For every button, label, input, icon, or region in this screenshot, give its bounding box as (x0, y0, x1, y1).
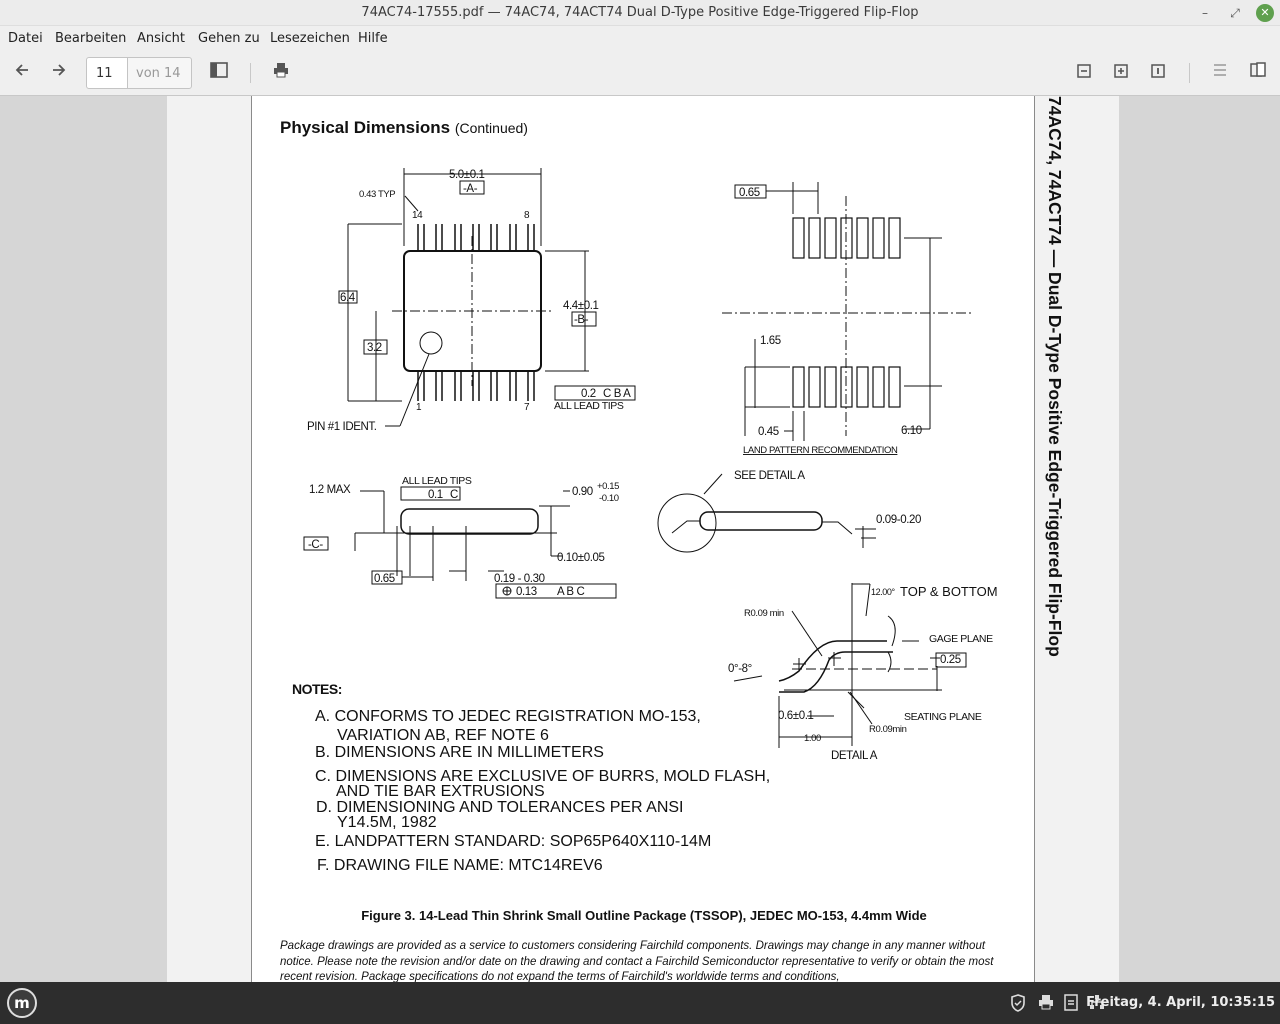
disclaimer-text: Package drawings are provided as a service to customers considering Fairchild components. Drawings may change in any manner without notice. Please note the revision and/or date on the drawing and contact a Fairchild Semiconductor representative to verify or obtain the most recent revision. Package specifications do not expand the terms of Fairchild's worldwide terms and conditions, (280, 940, 994, 982)
label-dim-0-09: 0.09-0.20 (876, 514, 921, 526)
maximize-button[interactable]: ⤢ (1230, 6, 1240, 20)
start-menu-button[interactable]: m (7, 988, 37, 1018)
label-dim-1-65: 1.65 (760, 335, 781, 347)
continuous-view-icon[interactable] (1207, 61, 1233, 85)
clock[interactable]: Freitag, 4. April, 10:35:15 (1086, 995, 1275, 1010)
label-seating-plane: SEATING PLANE (904, 711, 982, 723)
pdf-page (251, 96, 1035, 982)
toolbar-separator (1189, 63, 1190, 83)
update-manager-icon[interactable] (1064, 994, 1078, 1015)
label-dim-0-6: 0.6±0.1 (778, 710, 814, 722)
label-dim-6-4: 6.4 (340, 292, 355, 304)
label-tol-cba: C B A (603, 388, 631, 400)
dual-page-icon[interactable] (1245, 61, 1271, 85)
label-all-lead-tips: ALL LEAD TIPS (554, 400, 624, 412)
note-e: E. LANDPATTERN STANDARD: SOP65P640X110-14M (315, 833, 712, 850)
label-angle-12: 12.00° (871, 587, 895, 597)
page-total-label: von 14 (127, 57, 192, 89)
label-dim-0-10: 0.10±0.05 (557, 552, 605, 564)
label-datum-a: -A- (463, 183, 478, 195)
label-pin14: 14 (412, 210, 423, 221)
label-top-bottom: TOP & BOTTOM (900, 584, 998, 599)
menu-bearbeiten[interactable]: Bearbeiten (55, 31, 127, 46)
heading-text: Physical Dimensions (280, 118, 451, 137)
label-lead-width: 0.19 - 0.30 (494, 573, 545, 585)
label-r0-09: R0.09 min (744, 608, 784, 619)
note-f: F. DRAWING FILE NAME: MTC14REV6 (317, 857, 603, 874)
label-max-1-2: 1.2 MAX (309, 484, 351, 496)
note-a: A. CONFORMS TO JEDEC REGISTRATION MO-153, (315, 708, 701, 725)
label-land-pattern: LAND PATTERN RECOMMENDATION (743, 445, 898, 456)
label-r0-09-b: R0.09min (869, 724, 907, 735)
label-dim-1-00: 1.00 (804, 733, 821, 744)
label-gage-plane: GAGE PLANE (929, 633, 993, 645)
document-view[interactable] (0, 96, 1280, 982)
label-datum-c: -C- (308, 539, 323, 551)
label-pin-ident: PIN #1 IDENT. (307, 421, 377, 433)
label-dim-0-45: 0.45 (758, 426, 779, 438)
menu-hilfe[interactable]: Hilfe (358, 31, 388, 46)
note-c-cont: AND TIE BAR EXTRUSIONS (336, 783, 545, 800)
label-pin7: 7 (524, 402, 530, 413)
zoom-in-icon[interactable] (1108, 61, 1134, 85)
note-c: C. DIMENSIONS ARE EXCLUSIVE OF BURRS, MOLD FLASH, (315, 768, 771, 785)
label-dim-0-90: 0.90 (572, 486, 593, 498)
label-tol-0-13: 0.13 (516, 586, 537, 598)
label-pitch-0-65: 0.65 (739, 187, 760, 199)
close-button[interactable]: ✕ (1256, 4, 1274, 22)
page-number-input[interactable]: 11 (86, 57, 128, 89)
taskbar (0, 982, 1280, 1024)
print-icon[interactable] (268, 61, 294, 85)
toolbar-separator (250, 63, 251, 83)
label-angle-0-8: 0°-8° (728, 663, 752, 675)
zoom-original-icon[interactable] (1145, 61, 1171, 85)
label-width-a: 5.0±0.1 (449, 169, 485, 181)
note-a-cont: VARIATION AB, REF NOTE 6 (337, 727, 549, 744)
figure-caption: Figure 3. 14-Lead Thin Shrink Small Outline Package (TSSOP), JEDEC MO-153, 4.4mm Wide (361, 908, 927, 923)
menu-datei[interactable]: Datei (8, 31, 43, 46)
label-pin1: 1 (416, 402, 422, 413)
page-margin-left (167, 96, 251, 982)
shield-icon[interactable] (1010, 994, 1026, 1016)
label-width-b: 4.4±0.1 (563, 300, 599, 312)
zoom-out-icon[interactable] (1071, 61, 1097, 85)
label-dim-0-25: 0.25 (940, 654, 961, 666)
side-title-text: 74AC74, 74ACT74 — Dual D-Type Positive Edge-Triggered Flip-Flop (1045, 96, 1065, 657)
note-b: B. DIMENSIONS ARE IN MILLIMETERS (315, 744, 604, 761)
side-title (1042, 96, 1072, 982)
minimize-button[interactable]: – (1202, 6, 1208, 20)
label-dim-0-90-minus: -0.10 (599, 493, 619, 504)
label-datum-b: -B- (574, 314, 589, 326)
label-dim-6-10: 6.10 (901, 425, 922, 437)
back-arrow-icon[interactable] (9, 61, 35, 85)
menu-ansicht[interactable]: Ansicht (137, 31, 186, 46)
menu-bar (0, 26, 1280, 51)
label-dim-3-2: 3.2 (367, 342, 382, 354)
menu-gehen-zu[interactable]: Gehen zu (198, 31, 260, 46)
window-title: 74AC74-17555.pdf — 74AC74, 74ACT74 Dual D-Type Positive Edge-Triggered Flip-Flop (361, 5, 919, 20)
label-detail-a: DETAIL A (831, 750, 878, 762)
forward-arrow-icon[interactable] (46, 61, 72, 85)
menu-lesezeichen[interactable]: Lesezeichen (270, 31, 350, 46)
label-tol-0-2: 0.2 (581, 388, 596, 400)
label-dim-0-90-plus: +0.15 (597, 481, 620, 492)
title-bar (0, 0, 1280, 26)
heading-continued: (Continued) (454, 120, 528, 136)
sidebar-toggle-icon[interactable] (206, 61, 232, 85)
label-tol-c: C (450, 489, 458, 501)
toolbar (0, 51, 1280, 96)
note-d-cont: Y14.5M, 1982 (337, 814, 437, 831)
label-all-lead-tips-2: ALL LEAD TIPS (402, 475, 472, 487)
label-pitch-0-65-b: 0.65 (374, 573, 395, 585)
note-d: D. DIMENSIONING AND TOLERANCES PER ANSI (316, 799, 684, 816)
label-typ: 0.43 TYP (359, 189, 396, 200)
label-pin8: 8 (524, 210, 530, 221)
printer-icon[interactable] (1038, 994, 1054, 1014)
label-tol-0-1: 0.1 (428, 489, 443, 501)
notes-title: NOTES: (292, 681, 342, 697)
label-tol-abc: A B C (557, 586, 585, 598)
label-see-detail: SEE DETAIL A (734, 470, 805, 482)
